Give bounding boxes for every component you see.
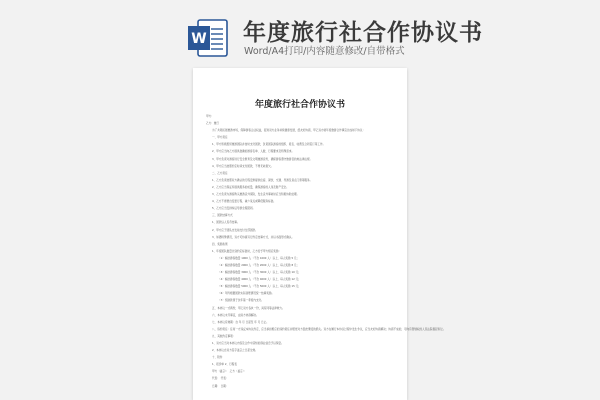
document-line: 3、甲方负责对游客进行安全教育及文明旅游宣传，确保游客遵守旅游目的地法律法规。 bbox=[212, 157, 313, 161]
document-line: 四、奖励政策 bbox=[212, 242, 228, 246]
document-line: （2）输送游客数量 2000 人（不含 2000 人）以上，每人奖励 8 元； bbox=[218, 263, 300, 267]
document-line: 1、甲方积极组织旅游团队并按时支付团款，负责团队游客的组织、报名、收费及合同签订等工作。 bbox=[212, 143, 326, 147]
document-line: （7）奖励款项于次年第一季度内支付。 bbox=[218, 299, 264, 303]
document-line: 1、报价单 2、行程表 bbox=[212, 363, 237, 367]
document-line: 甲方（盖章）： 乙方（盖章）： bbox=[212, 370, 247, 374]
document-line: 3、如遇特殊情况，双方可协商另行约定结算方式，并以书面形式确认。 bbox=[212, 235, 295, 239]
document-line: 2、本协议自双方签字盖章之日起生效。 bbox=[212, 349, 258, 353]
document-line: 五、本协议一式两份，甲乙双方各执一份，具有同等法律效力。 bbox=[212, 306, 285, 310]
page-subtitle: Word/A4打印/内容随意修改/自带格式 bbox=[244, 46, 405, 57]
document-line: 2、乙方应当保证所提供服务的质量，确保游客的人身及财产安全。 bbox=[212, 185, 289, 189]
document-line: 六、本协议未尽事宜，由双方协商解决。 bbox=[212, 313, 259, 317]
page-title: 年度旅行社合作协议书 bbox=[243, 20, 483, 46]
document-line: （1）输送游客数量 1000 人（不含 1000 人）以上，每人奖励 5 元； bbox=[218, 256, 300, 260]
document-line: 代表： 代表： bbox=[212, 377, 229, 381]
document-line: 5、乙方应当安排持证导游全程陪同。 bbox=[212, 207, 256, 211]
document-line: 乙方：旅行 bbox=[206, 122, 219, 126]
document-line: 2、甲方应当向乙方提供准确的游客名单、人数、行程要求及特殊需求。 bbox=[212, 150, 295, 154]
document-line: 1、年度团队数量达到约定标准时，乙方给予甲方相应奖励： bbox=[212, 249, 282, 253]
document-line: （4）输送游客数量 4000 人（不含 4000 人）以上，每人奖励 12 元； bbox=[218, 278, 301, 282]
document-line: （5）输送游客数量 5000 人（不含 5000 人）以上，每人奖励 15 元； bbox=[218, 285, 301, 289]
document-line: 为了共同拓展旅游市场，保障游客合法权益，促进双方业务持续健康发展，经友好协商，甲乙双方就年度旅游合作事宜达成如下协议： bbox=[212, 129, 366, 133]
document-line: 日期： 日期： bbox=[212, 384, 229, 388]
document-line: 一、甲方责任 bbox=[212, 136, 228, 140]
document-line: 1、团款以人民币结算。 bbox=[212, 221, 240, 225]
document-line: 七、本协议有效期：自 年 月 日起至 年 月 日止。 bbox=[212, 320, 269, 324]
document-line: （6）年终根据团款实际到账情况统一结算奖励。 bbox=[218, 292, 275, 296]
document-body bbox=[206, 113, 446, 390]
document-line: 1、双方应当对本协议内容及合作中获知的商业信息予以保密。 bbox=[212, 342, 284, 345]
document-line: 1、乙方负责按照双方确认的行程安排提供住宿、餐饮、交通、导游及景点门票等服务。 bbox=[212, 178, 313, 182]
document-line: 八、违约责任：任何一方违反本协议约定，应当承担相应的违约责任并赔偿对方因此遭受的损失。双方在履行本协议过程中发生争议，应当友好协商解决；协商不成的，可向有管辖权的人民法院提起诉讼。 bbox=[212, 327, 446, 331]
document-line: 4、甲方应当按照约定时间支付团款，不得无故拖欠。 bbox=[212, 164, 274, 168]
document-line: 十、附件 bbox=[212, 356, 223, 360]
document-page bbox=[193, 68, 446, 400]
document-line: 二、乙方责任 bbox=[212, 171, 228, 175]
word-icon-letter: W bbox=[191, 31, 207, 47]
document-line: 九、其他约定事项： bbox=[212, 334, 236, 338]
word-doc-icon bbox=[187, 18, 229, 58]
document-line: （3）输送游客数量 3000 人（不含 3000 人）以上，每人奖励 10 元； bbox=[218, 271, 301, 275]
document-line: 2、甲方应于团队出发前支付全部团款。 bbox=[212, 228, 258, 232]
document-line: 4、乙方不得擅自变更行程、减少景点或降低服务标准。 bbox=[212, 200, 276, 204]
document-title: 年度旅行社合作协议书 bbox=[254, 100, 345, 110]
document-line: 甲方： bbox=[206, 115, 214, 118]
document-line: 3、乙方负责为游客购买旅游意外保险，发生意外事故时应当积极协助处理。 bbox=[212, 193, 300, 197]
document-line: 三、团款结算方式 bbox=[212, 214, 233, 218]
header bbox=[0, 0, 600, 62]
